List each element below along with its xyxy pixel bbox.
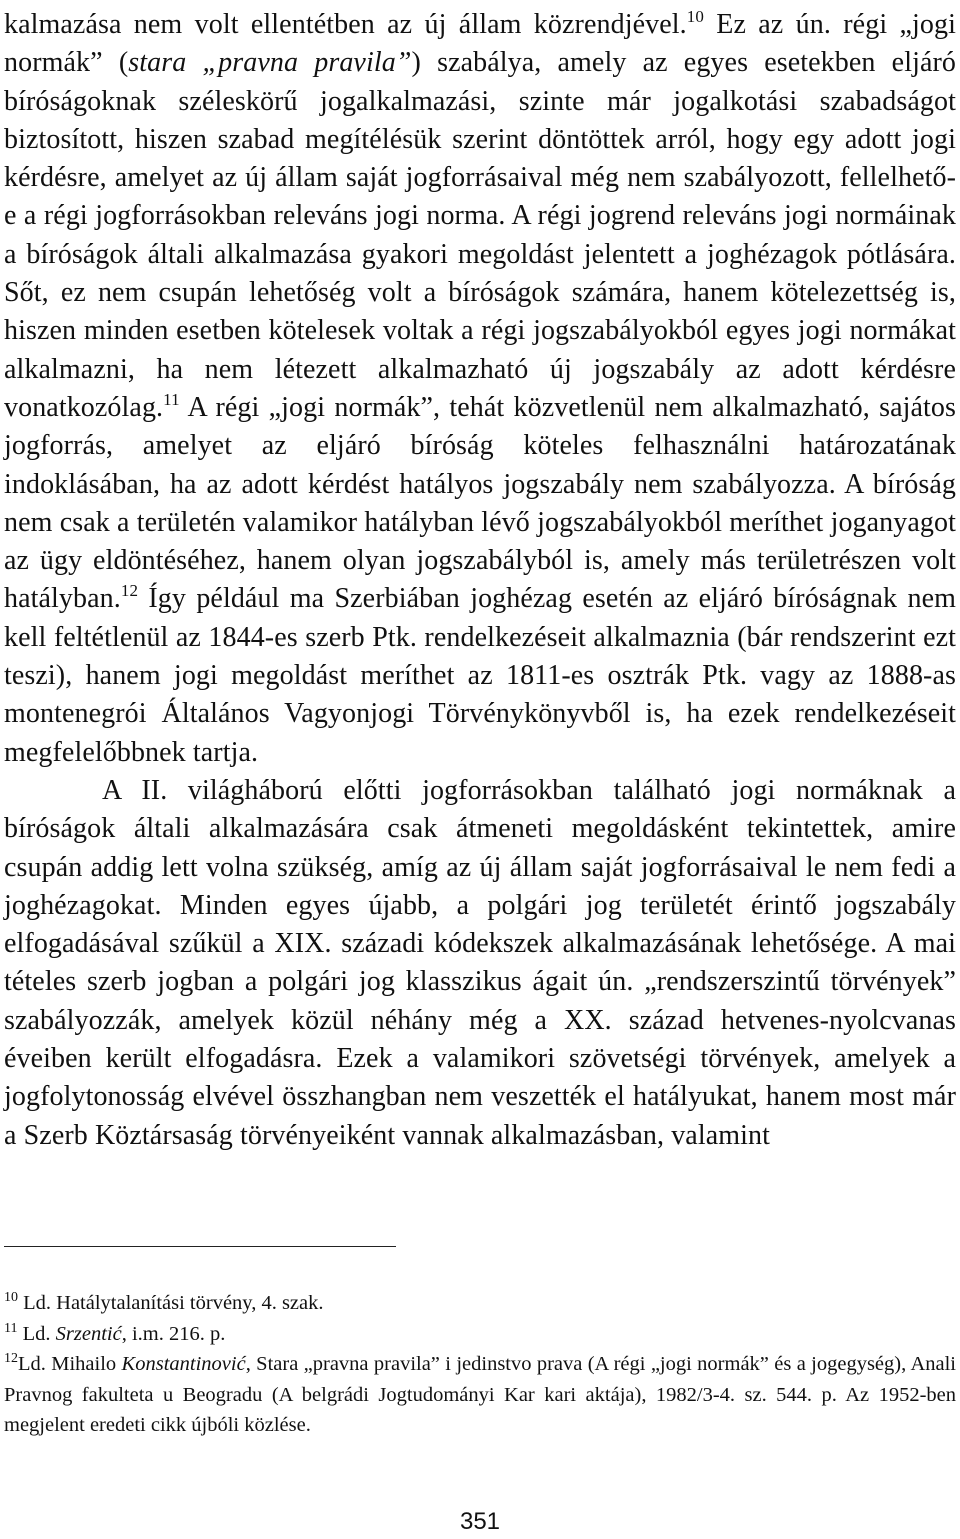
p1-text-c: ) szabálya, amely az egyes esetekben eljáró bíróságoknak széleskörű jogalkalmazási, szinte már jogalkotási szabadságot biztosított, hiszen szabad megítélésük szerint döntöttek arról, hogy egy adott jogi kérdésre, amelyet az új állam saját jogforrásaival még nem szabályozott, fellelhető-e a régi jogforrásokban releváns jogi norma. A régi jogrend releváns jogi normáinak a bíróságok általi alkalmazása gyakori megoldást jelentett a joghézagok pótlására. Sőt, ez nem csupán lehetőség volt a bíróságok számára, hanem kötelezettség is, hiszen minden esetben kötelesek voltak a régi jogszabályokból egyes jogi normákat alkalmazni, ha nem létezett alkalmazható új jogszabály az adott kérdésre vonatkozólag.: [4, 47, 957, 423]
footnote-11: [4, 1319, 956, 1350]
footnote-text-pre: Ld.: [22, 1322, 56, 1345]
footnote-number: 12: [4, 1351, 18, 1366]
footnote-text: Ld. Hatálytalanítási törvény, 4. szak.: [23, 1292, 324, 1314]
footnote-10: [4, 1288, 956, 1319]
footnotes: [4, 1288, 956, 1441]
footnote-number: 11: [4, 1320, 18, 1336]
p1-text-a: kalmazása nem volt ellentétben az új állam közrendjével.: [4, 9, 687, 40]
footnote-text-pre: Ld. Mihailo: [18, 1353, 122, 1375]
p1-italic-term: stara „pravna pravila”: [128, 47, 412, 79]
footnote-ref-12: 12: [120, 581, 139, 601]
footnote-separator: [4, 1246, 396, 1247]
page-number: 351: [459, 1508, 501, 1535]
p1-text-b: Ez az ún. régi „jogi normák” (: [4, 9, 956, 79]
footnote-author: Konstantinović: [121, 1353, 246, 1375]
p1-text-e: Így például ma Szerbiában joghézag esetén az eljáró bíróságnak nem kell feltétlenül az 1844-es szerb Ptk. rendelkezéseit alkalmaznia (bár rendszerint ezt teszi), hanem jogi megoldást meríthet az 1811-es osztrák Ptk. vagy az 1888-as montenegrói Általános Vagyonjogi Törvénykönyvből is, ha ezek rendelkezéseit megfelelőbbnek tartja.: [4, 583, 956, 768]
paragraph-2: A II. világháború előtti jogforrásokban található jogi normáknak a bíróságok általi alkalmazására csak átmeneti megoldásként tekintettek, amire csupán addig lett volna szükség, amíg az új állam saját jogforrásaival le nem fedi a joghézagokat. Minden egyes újabb, a polgári jog területét érintő jogszabály elfogadásával szűkül a XIX. századi kódekszek alkalmazásának lehetősége. A mai tételes szerb jogban a polgári jog klasszikus ágait ún. „rendszerszintű törvények” szabályozzák, amelyek közül néhány még a XX. század hetvenes-nyolcvanas éveiben került elfogadásra. Ezek a valamikori szövetségi törvények, amelyek a jogfolytonosság elvével összhangban nem veszették el hatályukat, hanem most már a Szerb Köztársaság törvényeiként vannak alkalmazásban, valamint: [4, 774, 956, 1151]
footnote-text-post: , Stara „pravna pravila” i jedinstvo prava (A régi „jogi normák” és a jogegység), Anali Pravnog fakulteta u Beogradu (A belgrádi Jogtudományi Kar kari aktája), 1982/3-4. sz. 544. p. Az 1952-ben megjelent eredeti cikk újbóli közlése.: [4, 1353, 957, 1436]
footnote-12: [4, 1349, 956, 1441]
paragraph-1: [4, 6, 956, 772]
main-text: [4, 6, 956, 1155]
footnote-author: Srzentić: [55, 1322, 122, 1345]
footnote-number: 10: [4, 1290, 18, 1305]
footnote-text-post: , i.m. 216. p.: [121, 1322, 226, 1345]
footnote-ref-10: 10: [686, 7, 704, 26]
footnote-ref-11: 11: [163, 389, 180, 409]
p1-text-d: A régi „jogi normák”, tehát közvetlenül nem alkalmazható, sajátos jogforrás, amelyet az eljáró bíróság köteles felhasználni határozatának indoklásában, ha az adott kérdést hatályos jogszabály nem szabályozza. A bíróság nem csak a területén valamikor hatályban lévő jogszabályokból meríthet joganyagot az ügy eldöntéséhez, hanem olyan jogszabályból is, amely más területrészen volt hatályban.: [4, 391, 956, 615]
